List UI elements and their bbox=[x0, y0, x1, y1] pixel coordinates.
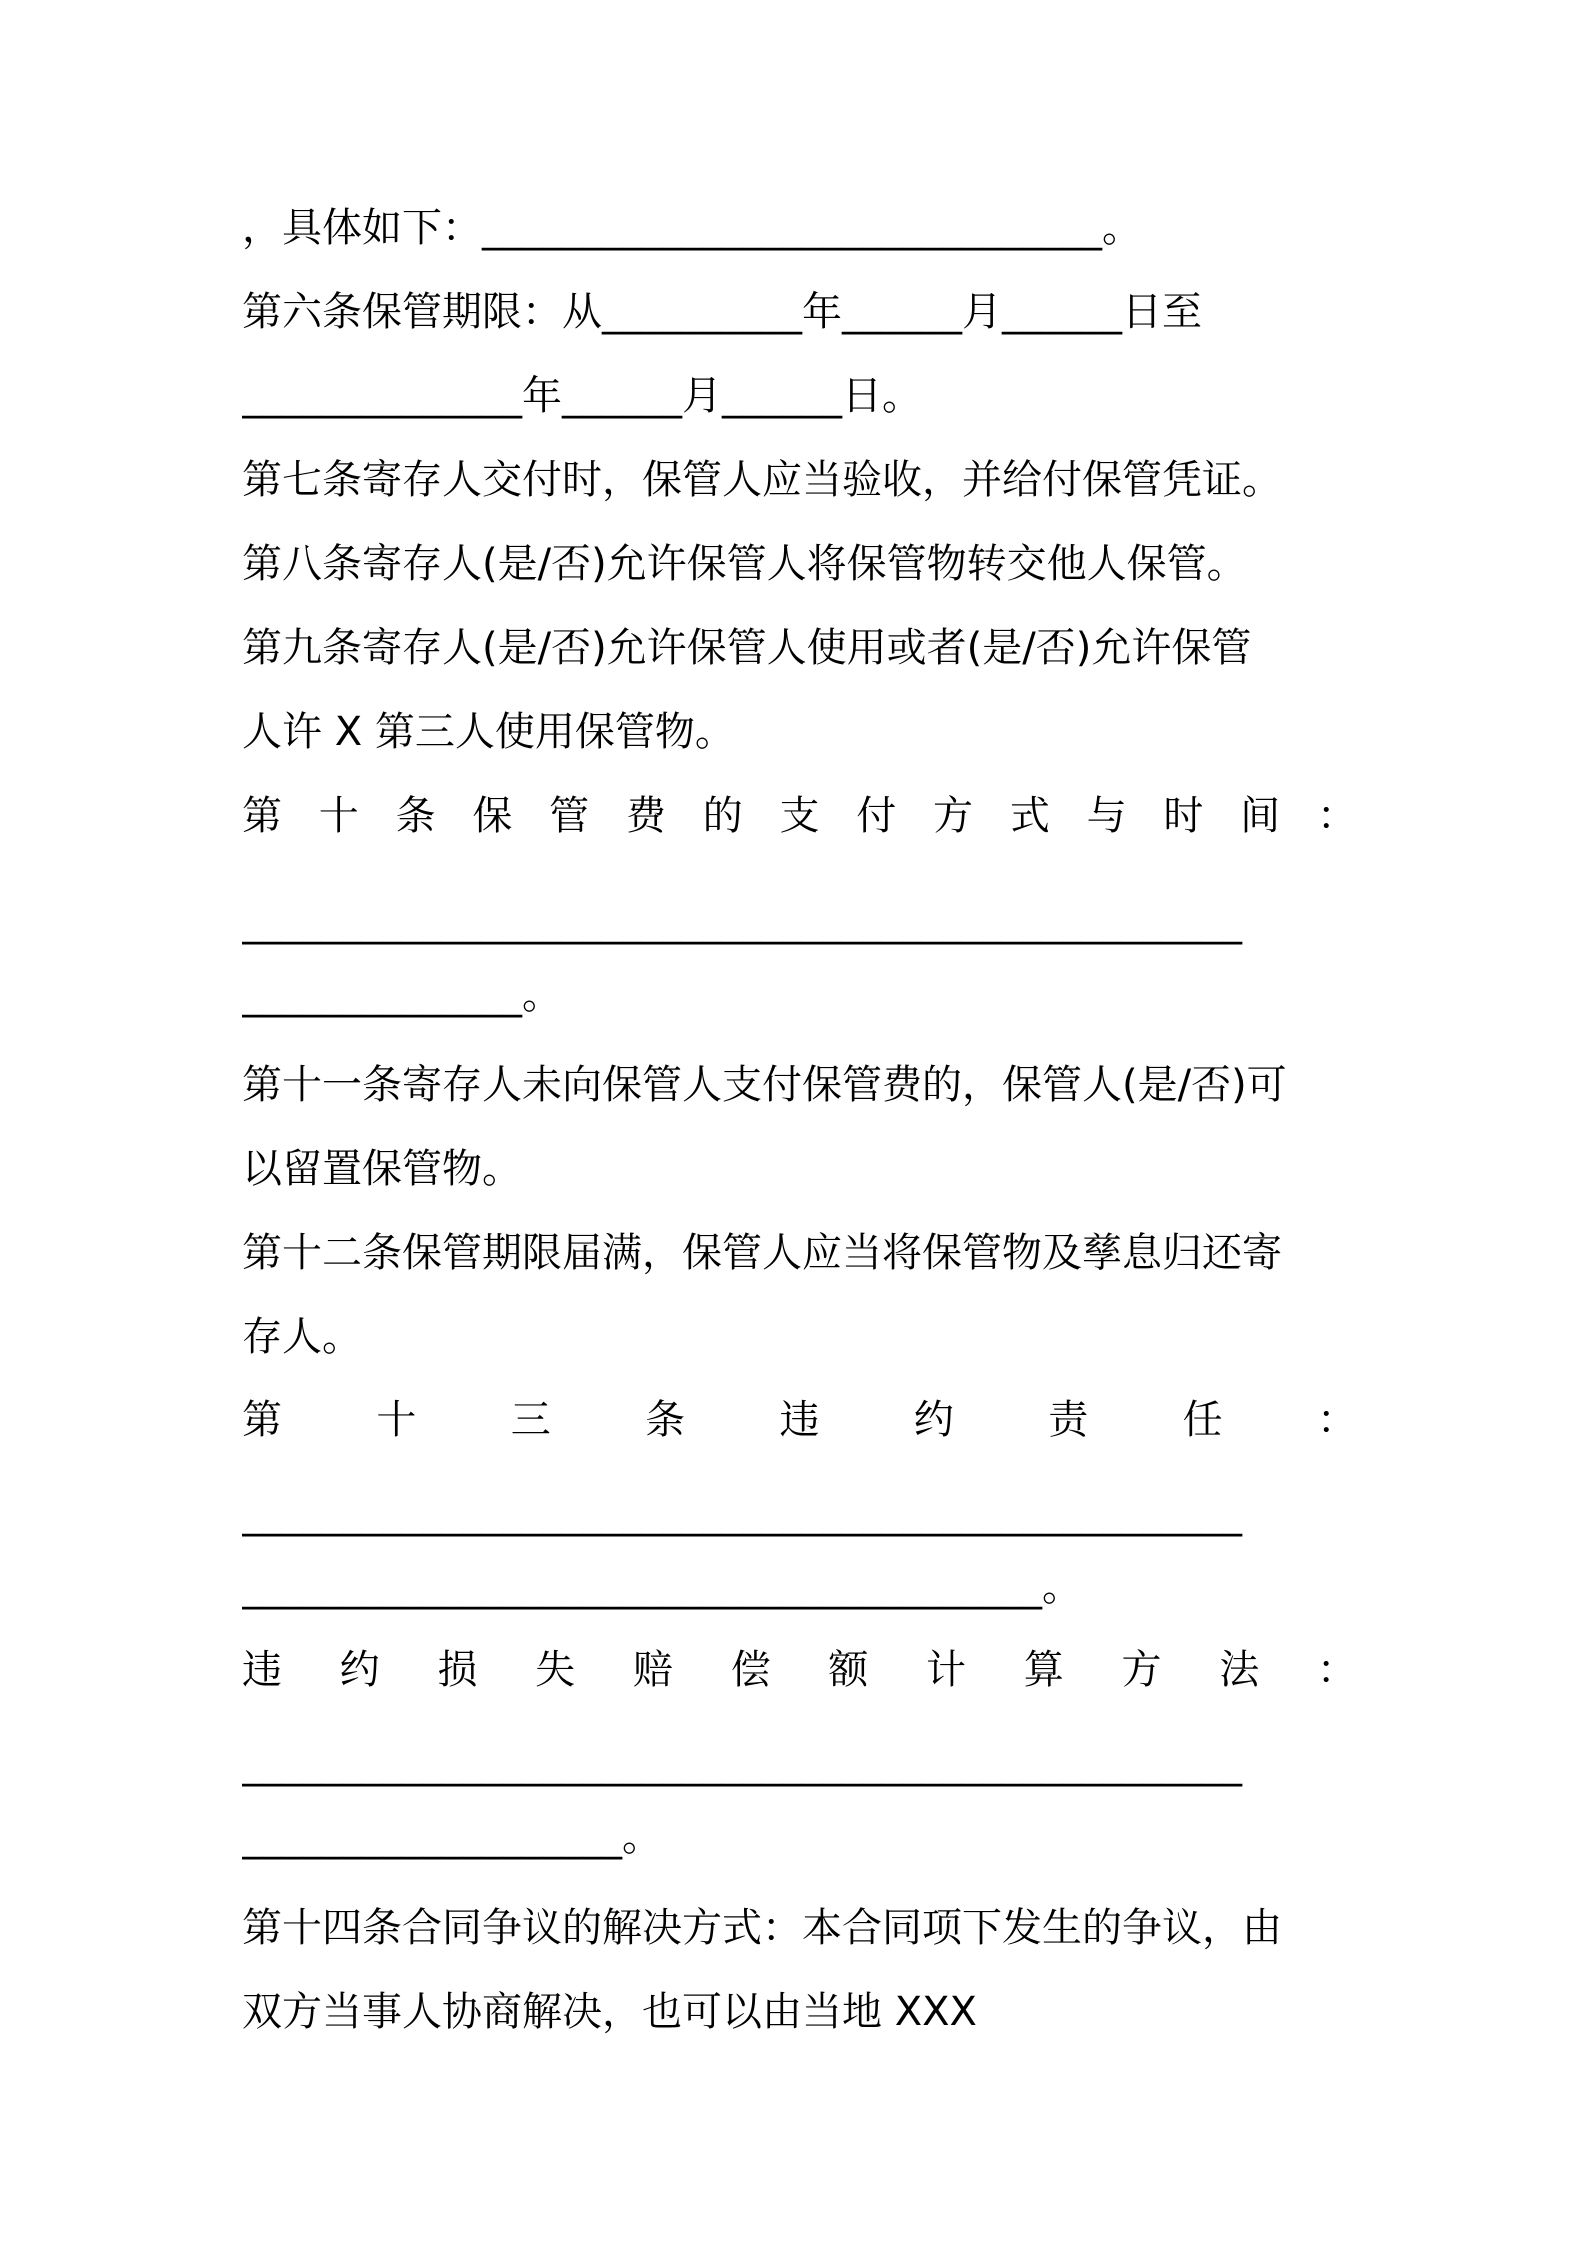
justified-char: 算 bbox=[1023, 1647, 1064, 1693]
justified-char: 约 bbox=[913, 1397, 954, 1443]
justified-char: ： bbox=[1316, 793, 1357, 839]
blank-underline-line: ___________________。 bbox=[242, 1814, 662, 1860]
blank-underline-line: ________________________________________。 bbox=[242, 1564, 1082, 1610]
justified-char: 偿 bbox=[730, 1647, 771, 1693]
text-line: 双方当事人协商解决，也可以由当地 XXX bbox=[242, 1989, 977, 2035]
justified-char: 间 bbox=[1240, 793, 1281, 839]
justified-char: 十 bbox=[376, 1397, 417, 1443]
justified-char: 失 bbox=[535, 1647, 576, 1693]
justified-char: 式 bbox=[1009, 793, 1050, 839]
blank-underline-line: ______________。 bbox=[242, 972, 562, 1018]
justified-char: 付 bbox=[856, 793, 897, 839]
text-line: 第八条寄存人(是/否)允许保管人将保管物转交他人保管。 bbox=[242, 541, 1247, 587]
text-line: 第十四条合同争议的解决方式：本合同项下发生的争议，由 bbox=[242, 1905, 1282, 1951]
justified-char: 法 bbox=[1219, 1647, 1260, 1693]
blank-underline-line: __________________________________________________ bbox=[242, 1491, 1242, 1537]
text-line: 第十一条寄存人未向保管人支付保管费的，保管人(是/否)可 bbox=[242, 1062, 1287, 1108]
justified-char: 保 bbox=[472, 793, 513, 839]
text-line: 第十二条保管期限届满，保管人应当将保管物及孳息归还寄 bbox=[242, 1230, 1282, 1276]
justified-char: 责 bbox=[1048, 1397, 1089, 1443]
text-line: 人许 X 第三人使用保管物。 bbox=[242, 709, 735, 755]
justified-char: 损 bbox=[437, 1647, 478, 1693]
justified-line bbox=[242, 1628, 1357, 1712]
justified-char: 第 bbox=[242, 793, 282, 839]
justified-char: 与 bbox=[1086, 793, 1127, 839]
justified-line bbox=[242, 1378, 1357, 1462]
justified-char: 的 bbox=[702, 793, 743, 839]
justified-char: 计 bbox=[926, 1647, 967, 1693]
blank-underline-line: __________________________________________________ bbox=[242, 899, 1242, 945]
text-line: 存人。 bbox=[242, 1314, 362, 1360]
justified-char: 条 bbox=[645, 1397, 686, 1443]
justified-char: 十 bbox=[318, 793, 359, 839]
text-line: ，具体如下：_______________________________。 bbox=[242, 205, 1142, 251]
justified-char: 三 bbox=[510, 1397, 551, 1443]
justified-char: 管 bbox=[549, 793, 590, 839]
justified-char: 条 bbox=[395, 793, 436, 839]
justified-char: 任 bbox=[1182, 1397, 1223, 1443]
text-line: ______________年______月______日。 bbox=[242, 373, 922, 419]
justified-char: 违 bbox=[242, 1647, 282, 1693]
justified-char: 费 bbox=[625, 793, 666, 839]
justified-line bbox=[242, 774, 1357, 858]
justified-char: 时 bbox=[1163, 793, 1204, 839]
blank-underline-line: __________________________________________________ bbox=[242, 1741, 1242, 1787]
justified-char: 支 bbox=[779, 793, 820, 839]
justified-char: 第 bbox=[242, 1397, 282, 1443]
text-line: 第七条寄存人交付时，保管人应当验收，并给付保管凭证。 bbox=[242, 457, 1282, 503]
justified-char: 方 bbox=[933, 793, 974, 839]
justified-char: 方 bbox=[1121, 1647, 1162, 1693]
justified-char: ： bbox=[1316, 1647, 1357, 1693]
justified-char: 违 bbox=[779, 1397, 820, 1443]
text-line: 第六条保管期限：从__________年______月______日至 bbox=[242, 289, 1202, 335]
justified-char: ： bbox=[1317, 1397, 1357, 1443]
text-line: 以留置保管物。 bbox=[242, 1146, 522, 1192]
justified-char: 约 bbox=[339, 1647, 380, 1693]
justified-char: 赔 bbox=[632, 1647, 673, 1693]
text-line: 第九条寄存人(是/否)允许保管人使用或者(是/否)允许保管 bbox=[242, 625, 1252, 671]
justified-char: 额 bbox=[828, 1647, 869, 1693]
